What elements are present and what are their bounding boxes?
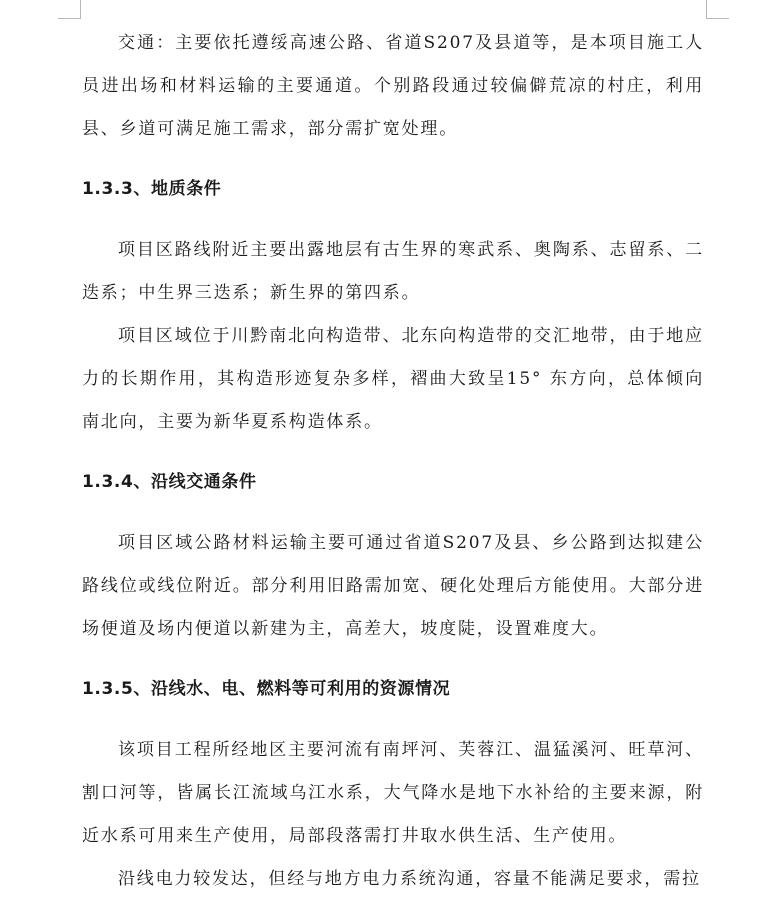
- resources-paragraph-2: 沿线电力较发达，但经与地方电力系统沟通，容量不能满足要求，需拉: [118, 869, 701, 889]
- transport-paragraph: 项目区域公路材料运输主要可通过省道S207及县、乡公路到达拟建公路线位或线位附近。部分利用旧路需加宽、硬化处理后方能使用。大部分进场便道及场内便道以新建为主，高差大，坡度陡，设置难度大。: [82, 533, 704, 639]
- document-body: [82, 22, 704, 901]
- heading-1-3-4: 1.3.4、沿线交通条件: [82, 472, 257, 492]
- crop-mark-left: [58, 0, 81, 19]
- resources-paragraph-1: 该项目工程所经地区主要河流有南坪河、芙蓉江、温猛溪河、旺草河、割口河等，皆属长江流域乌江水系，大气降水是地下水补给的主要来源，附近水系可用来生产使用，局部段落需打井取水供生活、生产使用。: [82, 740, 704, 846]
- heading-1-3-5: 1.3.5、沿线水、电、燃料等可利用的资源情况: [82, 679, 451, 699]
- traffic-paragraph: 交通：主要依托遵绥高速公路、省道S207及县道等，是本项目施工人员进出场和材料运输的主要通道。个别路段通过较偏僻荒凉的村庄，利用县、乡道可满足施工需求，部分需扩宽处理。: [82, 33, 704, 139]
- crop-mark-right: [706, 0, 729, 19]
- heading-1-3-3: 1.3.3、地质条件: [82, 179, 222, 199]
- geology-paragraph-1: 项目区路线附近主要出露地层有古生界的寒武系、奥陶系、志留系、二迭系；中生界三迭系；新生界的第四系。: [82, 240, 704, 303]
- geology-paragraph-2: 项目区域位于川黔南北向构造带、北东向构造带的交汇地带，由于地应力的长期作用，其构造形迹复杂多样，褶曲大致呈15° 东方向，总体倾向南北向，主要为新华夏系构造体系。: [82, 326, 704, 432]
